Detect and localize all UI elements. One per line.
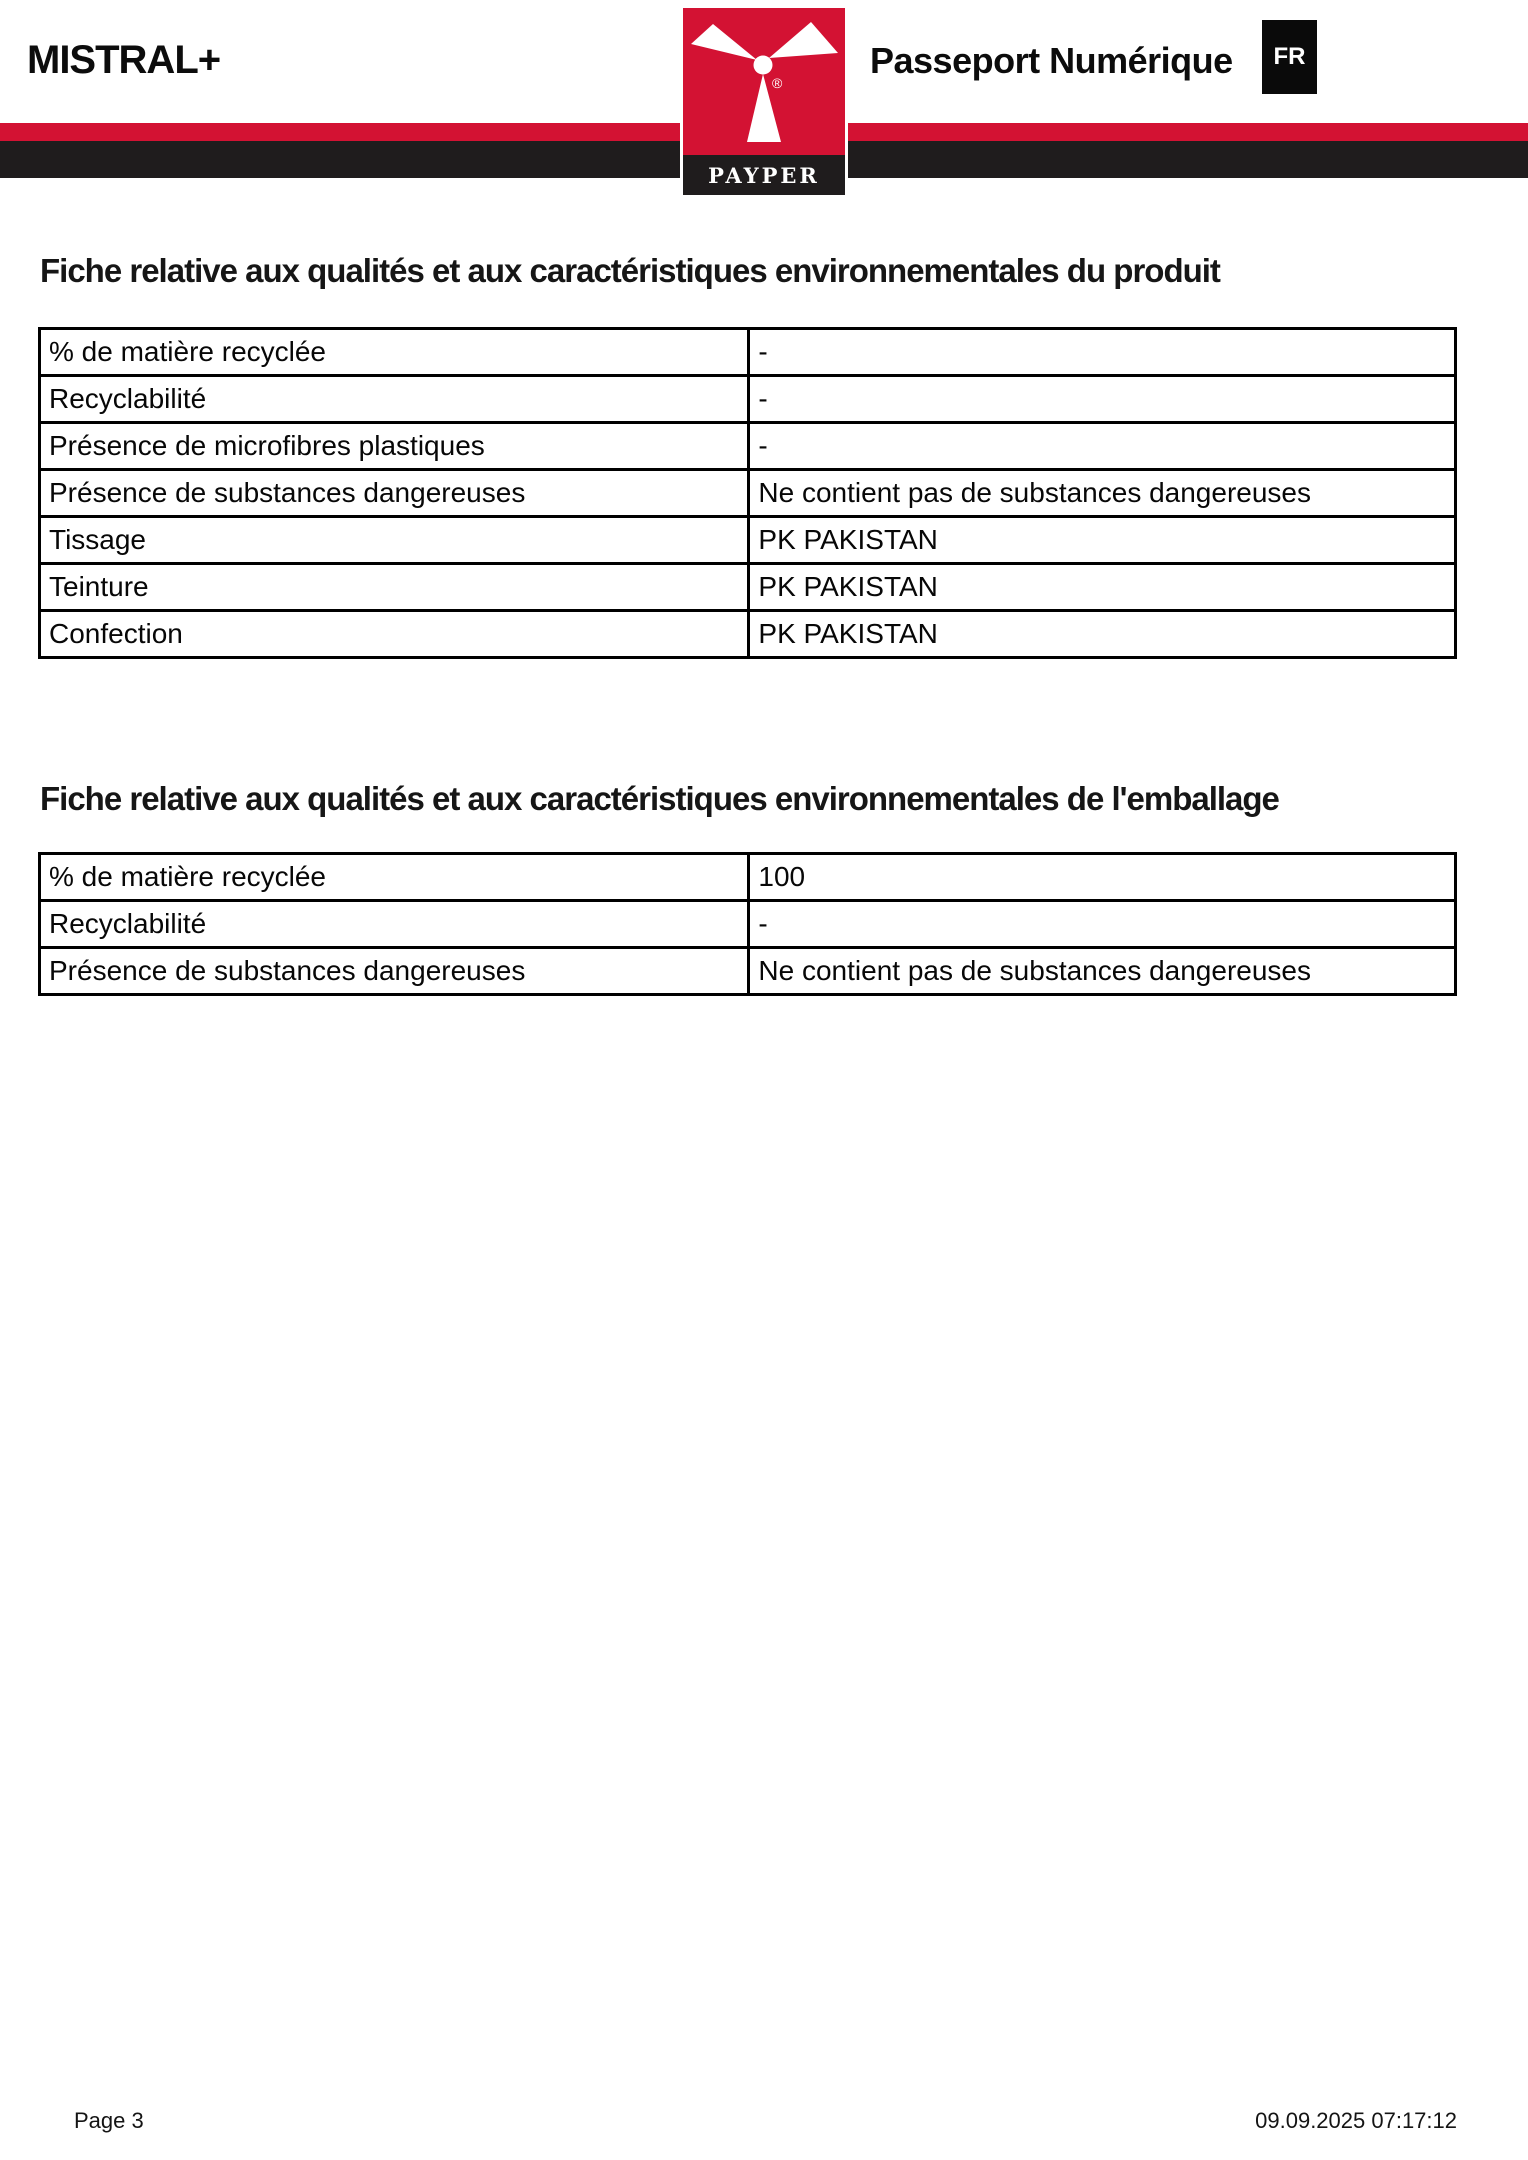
row-value: PK PAKISTAN — [749, 564, 1456, 611]
row-value: PK PAKISTAN — [749, 611, 1456, 658]
row-value: - — [749, 901, 1456, 948]
row-label: Tissage — [40, 517, 749, 564]
table-row — [40, 854, 1456, 901]
row-value: Ne contient pas de substances dangereuses — [749, 948, 1456, 995]
row-label: Teinture — [40, 564, 749, 611]
section-heading-packaging: Fiche relative aux qualités et aux caractéristiques environnementales de l'emballage — [40, 780, 1279, 817]
table-row — [40, 564, 1456, 611]
table-row — [40, 901, 1456, 948]
row-label: % de matière recyclée — [40, 329, 749, 376]
row-label: Présence de substances dangereuses — [40, 948, 749, 995]
section-heading-product: Fiche relative aux qualités et aux caractéristiques environnementales du produit — [40, 252, 1220, 289]
table-row — [40, 470, 1456, 517]
product-name: MISTRAL+ — [27, 38, 221, 82]
row-value: PK PAKISTAN — [749, 517, 1456, 564]
row-value: 100 — [749, 854, 1456, 901]
row-label: Recyclabilité — [40, 376, 749, 423]
language-badge: FR — [1262, 20, 1317, 94]
table-row — [40, 423, 1456, 470]
row-value: - — [749, 423, 1456, 470]
payper-logo-wordmark: PAYPER — [683, 155, 845, 195]
payper-logo — [683, 8, 845, 195]
timestamp: 09.09.2025 07:17:12 — [1255, 2108, 1457, 2133]
product-environment-table — [38, 327, 1457, 659]
row-label: Présence de substances dangereuses — [40, 470, 749, 517]
row-label: Recyclabilité — [40, 901, 749, 948]
registered-mark-icon: ® — [772, 75, 783, 91]
table-row — [40, 948, 1456, 995]
page-number: Page 3 — [74, 2108, 144, 2133]
table-row — [40, 329, 1456, 376]
table-row — [40, 517, 1456, 564]
row-label: Confection — [40, 611, 749, 658]
row-value: Ne contient pas de substances dangereuses — [749, 470, 1456, 517]
row-value: - — [749, 376, 1456, 423]
row-value: - — [749, 329, 1456, 376]
packaging-environment-table — [38, 852, 1457, 996]
row-label: Présence de microfibres plastiques — [40, 423, 749, 470]
row-label: % de matière recyclée — [40, 854, 749, 901]
table-row — [40, 376, 1456, 423]
payper-windmill-icon — [683, 8, 845, 155]
table-row — [40, 611, 1456, 658]
page-title: Passeport Numérique — [870, 40, 1233, 81]
